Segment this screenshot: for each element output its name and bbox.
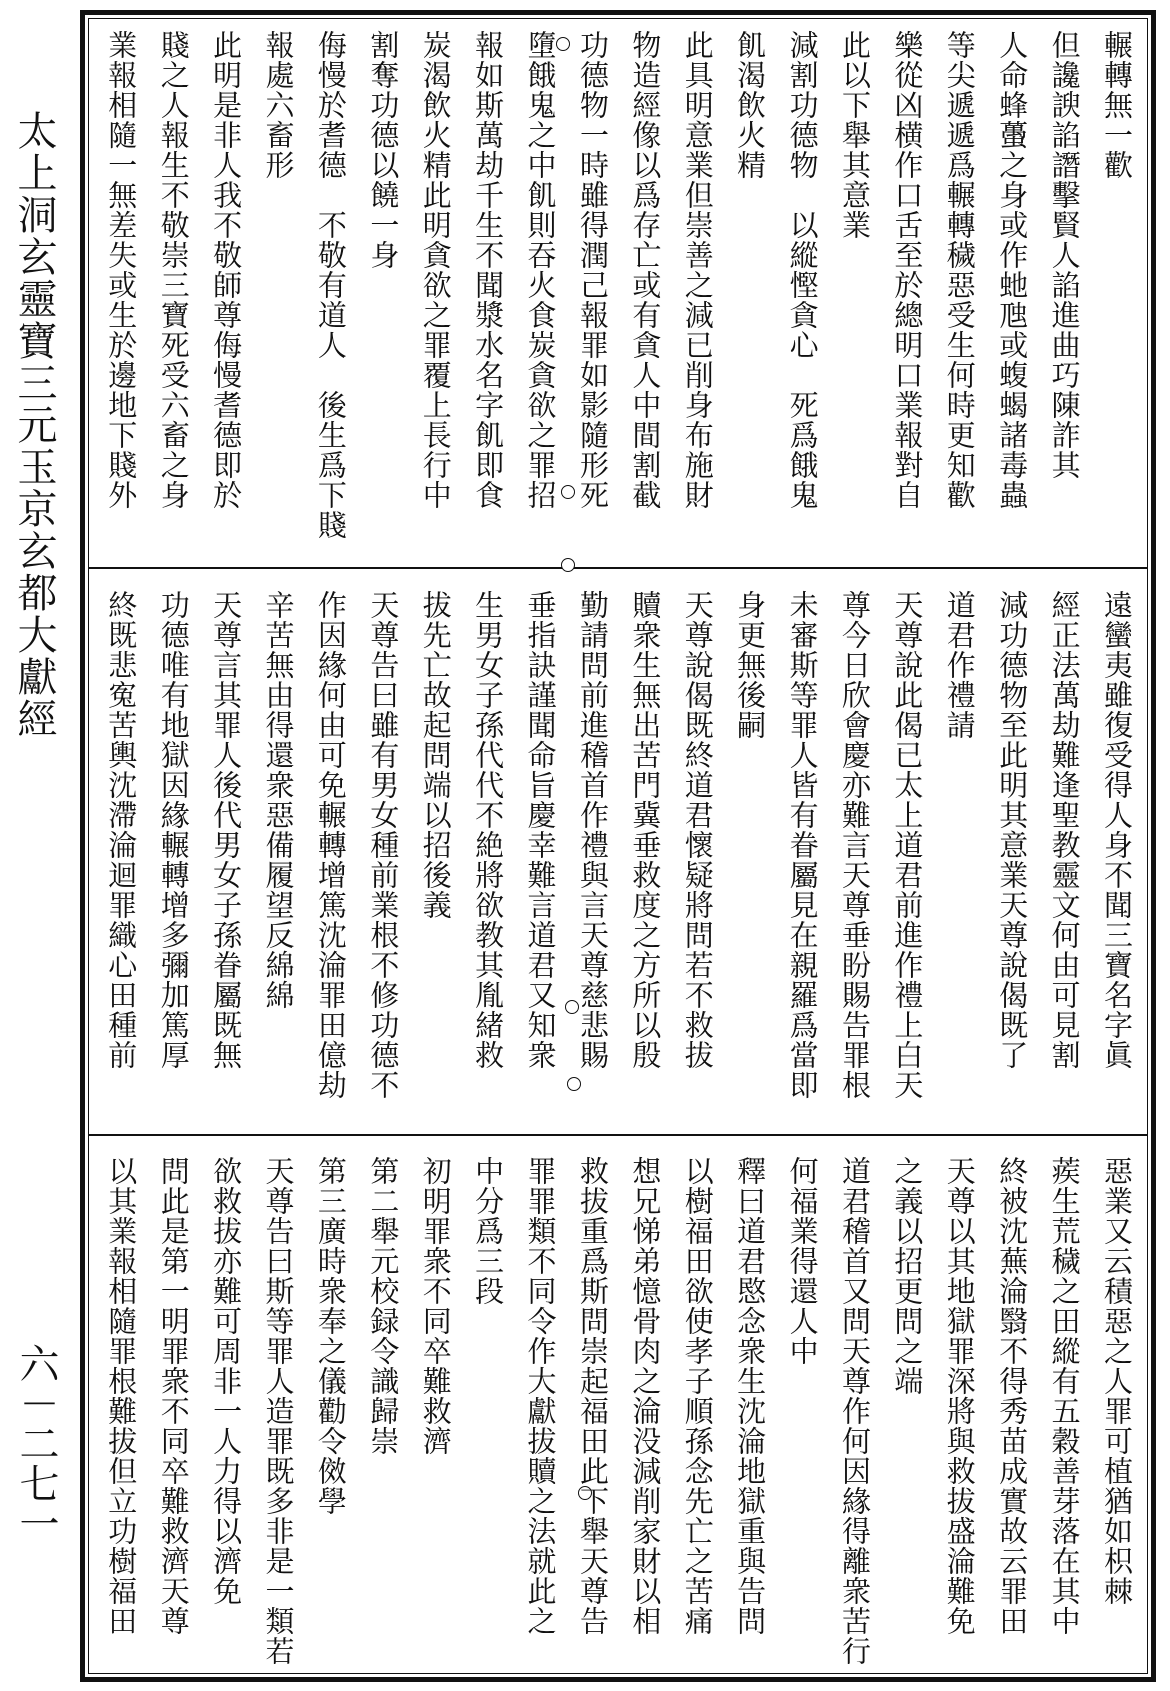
text-column: 以其業報相隨罪根難拔但立功樹福田 [104, 1156, 139, 1636]
text-column: 作因緣何由可免輾轉增篤沈淪罪田億劫 [313, 590, 348, 1100]
sutra-title: 太上洞玄靈寶三元玉京玄都大獻經 [11, 110, 57, 740]
text-column: 勤請問前進稽首作禮與言天尊慈悲賜 [575, 590, 610, 1070]
text-column: 身更無後嗣 [733, 590, 768, 740]
panel-divider-1 [88, 567, 1148, 569]
text-column: 蒺生荒穢之田縱有五穀善芽落在其中 [1047, 1156, 1082, 1636]
text-column: 罪罪類不同令作大獻拔贖之法就此之 [523, 1156, 558, 1636]
text-column: 墮餓鬼之中飢則吞火食炭貪欲之罪招 [523, 30, 558, 510]
text-column: 第三廣時衆奉之儀勸令傚學 [313, 1156, 348, 1516]
text-column: 等尖遞遞爲輾轉穢惡受生何時更知歡 [942, 30, 977, 510]
text-column: 賤之人報生不敬崇三寶死受六畜之身 [156, 30, 191, 510]
text-column: 之義以招更問之端 [890, 1156, 925, 1396]
text-column: 天尊告曰斯等罪人造罪既多非是一類若 [261, 1156, 296, 1666]
text-column: 報如斯萬劫千生不聞漿水名字飢即食 [471, 30, 506, 510]
text-column: 天尊告曰雖有男女種前業根不修功德不 [366, 590, 401, 1100]
text-column: 飢渴飲火精 [733, 30, 768, 180]
text-column: 樂從凶横作口舌至於總明口業報對自 [890, 30, 925, 510]
text-column: 中分爲三段 [471, 1156, 506, 1306]
text-column: 辛苦無由得還衆惡備履望反綿綿 [261, 590, 296, 1010]
text-column: 惡業又云積惡之人罪可植猶如枳棘 [1100, 1156, 1134, 1606]
text-column: 天尊說此偈已太上道君前進作禮上白天 [890, 590, 925, 1100]
text-column: 第二舉元校録令識歸崇 [366, 1156, 401, 1456]
text-column: 欲救拔亦難可周非一人力得以濟免 [209, 1156, 244, 1606]
text-column: 天尊以其地獄罪深將與救拔盛淪難免 [942, 1156, 977, 1636]
text-column: 減割功德物 以縱慳貪心 死爲餓鬼 [785, 30, 820, 510]
text-column: 功德唯有地獄因緣輾轉增多彌加篤厚 [156, 590, 191, 1070]
text-column: 終既悲寃苦輿沈滯淪迴罪織心田種前 [104, 590, 139, 1070]
text-column: 想兄悌弟憶骨肉之淪没減削家財以相 [628, 1156, 663, 1636]
text-column: 報處六畜形 [261, 30, 296, 180]
text-panel-bottom [100, 1156, 1140, 1671]
text-column: 救拔重爲斯問崇起福田此下舉天尊告 [575, 1156, 610, 1636]
text-column: 拔先亡故起問端以招後義 [418, 590, 453, 920]
text-column: 道君稽首又問天尊作何因緣得離衆苦行 [837, 1156, 872, 1666]
page-number: 六－二七一 [13, 1343, 59, 1543]
text-column: 何福業得還人中 [785, 1156, 820, 1366]
text-column: 減功德物至此明其意業天尊說偈既了 [995, 590, 1030, 1070]
text-column: 初明罪衆不同卒難救濟 [418, 1156, 453, 1456]
text-column: 未審斯等罪人皆有眷屬見在親羅爲當即 [785, 590, 820, 1100]
text-column: 生男女子孫代代不絶將欲教其胤緒救 [471, 590, 506, 1070]
text-column: 功德物一時雖得潤己報罪如影隨形死 [575, 30, 610, 510]
text-column: 道君作禮請 [942, 590, 977, 740]
text-column: 遠蠻夷雖復受得人身不聞三寶名字眞 [1100, 590, 1134, 1070]
text-column: 天尊說偈既終道君懷疑將問若不救拔 [680, 590, 715, 1070]
text-column: 此明是非人我不敬師尊侮慢耆德即於 [209, 30, 244, 510]
text-column: 物造經像以爲存亡或有貪人中間割截 [628, 30, 663, 510]
text-panel-top [100, 30, 1140, 560]
text-column: 釋曰道君愍念衆生沈淪地獄重與告問 [733, 1156, 768, 1636]
text-column: 垂指訣謹聞命旨慶幸難言道君又知衆 [523, 590, 558, 1070]
text-column: 輾轉無一歡 [1100, 30, 1134, 180]
panel-divider-2 [88, 1134, 1148, 1136]
text-column: 此以下舉其意業 [837, 30, 872, 240]
text-column: 但讒諛諂譖擊賢人諂進曲巧陳詐其 [1047, 30, 1082, 480]
text-column: 尊今日欣會慶亦難言天尊垂盼賜告罪根 [837, 590, 872, 1100]
text-column: 侮慢於耆德 不敬有道人 後生爲下賤 [313, 30, 348, 540]
text-column: 經正法萬劫難逢聖教靈文何由可見割 [1047, 590, 1082, 1070]
text-panel-middle [100, 590, 1140, 1125]
text-column: 人命蜂蠆之身或作虵虺或蝮蝎諸毒蟲 [995, 30, 1030, 510]
text-column: 業報相隨一無差失或生於邊地下賤外 [104, 30, 139, 510]
text-column: 天尊言其罪人後代男女子孫眷屬既無 [209, 590, 244, 1070]
text-column: 炭渴飲火精此明貪欲之罪覆上長行中 [418, 30, 453, 510]
text-column: 割奪功德以饒一身 [366, 30, 401, 270]
text-column: 贖衆生無出苦門冀垂救度之方所以殷 [628, 590, 663, 1070]
text-column: 以樹福田欲使孝子順孫念先亡之苦痛 [680, 1156, 715, 1636]
text-column: 終被沈蕪淪翳不得秀苗成實故云罪田 [995, 1156, 1030, 1636]
punctuation-circle [561, 558, 575, 572]
text-column: 此具明意業但崇善之減已削身布施財 [680, 30, 715, 510]
text-column: 問此是第一明罪衆不同卒難救濟天尊 [156, 1156, 191, 1636]
